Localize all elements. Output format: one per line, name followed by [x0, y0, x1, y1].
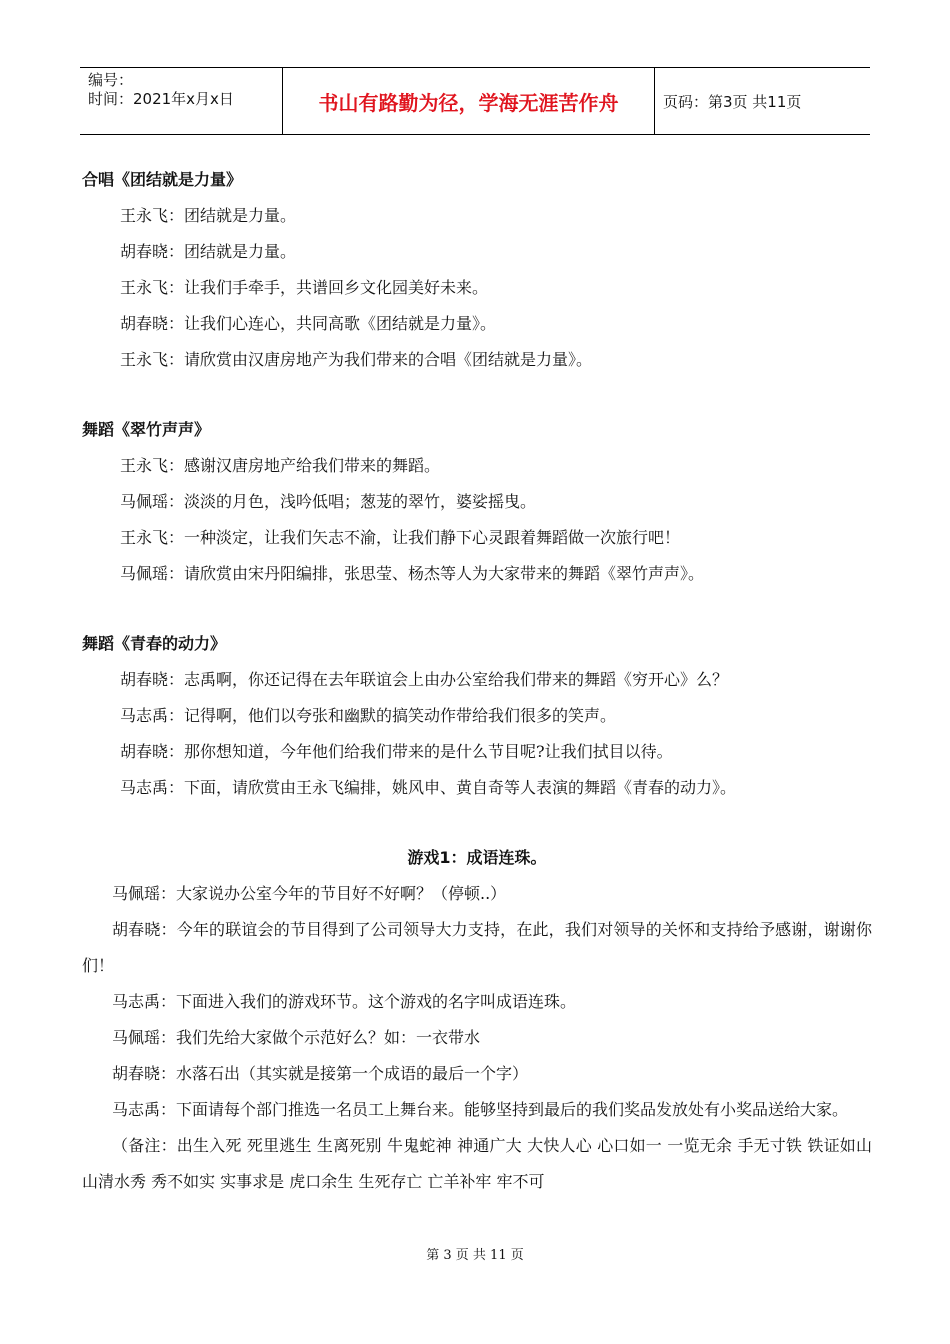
dialogue-line: 王永飞：让我们手牵手，共谱回乡文化园美好未来。 — [120, 278, 489, 297]
dialogue-line: 王永飞：请欣赏由汉唐房地产为我们带来的合唱《团结就是力量》。 — [120, 350, 593, 369]
dialogue-line: 王永飞：一种淡定，让我们矢志不渝，让我们静下心灵跟着舞蹈做一次旅行吧！ — [120, 528, 681, 547]
dialogue-line: 马志禹：记得啊，他们以夸张和幽默的搞笑动作带给我们很多的笑声。 — [120, 706, 617, 725]
header-left-cell — [80, 68, 283, 134]
section-title: 舞蹈《翠竹声声》 — [82, 420, 211, 439]
game-paragraph: 胡春晓：今年的联谊会的节目得到了公司领导大力支持，在此，我们对领导的关怀和支持给予感谢，谢谢你们！ — [82, 920, 872, 975]
header-page-info: 页码：第3页 共11页 — [663, 92, 802, 111]
section-dance-bamboo — [82, 412, 872, 592]
game-paragraph: （备注：出生入死 死里逃生 生离死别 牛鬼蛇神 神通广大 大快人心 心口如一 一览无余 手无寸铁 铁证如山 山清水秀 秀不如实 实事求是 虎口余生 生死存亡 亡羊补牢 牢不可 — [82, 1136, 872, 1191]
dialogue-line: 马佩瑶：淡淡的月色，浅吟低唱；葱茏的翠竹，婆娑摇曳。 — [120, 492, 537, 511]
time-label: 时间：2021年x月x日 — [88, 90, 234, 108]
game-paragraph: 马志禹：下面进入我们的游戏环节。这个游戏的名字叫成语连珠。 — [112, 992, 577, 1011]
dialogue-line: 胡春晓：让我们心连心，共同高歌《团结就是力量》。 — [120, 314, 497, 333]
game-title: 游戏1：成语连珠。 — [407, 848, 547, 867]
dialogue-line: 王永飞：感谢汉唐房地产给我们带来的舞蹈。 — [120, 456, 441, 475]
page-footer: 第 3 页 共 11 页 — [426, 1248, 524, 1263]
document-body — [82, 162, 872, 1200]
page-header — [80, 67, 870, 135]
dialogue-line: 胡春晓：志禹啊，你还记得在去年联谊会上由办公室给我们带来的舞蹈《穷开心》么？ — [120, 670, 729, 689]
header-motto: 书山有路勤为径，学海无涯苦作舟 — [283, 68, 655, 134]
dialogue-line: 胡春晓：团结就是力量。 — [120, 242, 297, 261]
dialogue-line: 马佩瑶：请欣赏由宋丹阳编排，张思莹、杨杰等人为大家带来的舞蹈《翠竹声声》。 — [120, 564, 705, 583]
game-paragraph: 胡春晓：水落石出（其实就是接第一个成语的最后一个字） — [112, 1064, 529, 1083]
game-paragraph: 马佩瑶：大家说办公室今年的节目好不好啊？（停顿..） — [112, 884, 507, 903]
section-chorus — [82, 162, 872, 378]
dialogue-line: 胡春晓：那你想知道，今年他们给我们带来的是什么节目呢?让我们拭目以待。 — [120, 742, 673, 761]
section-game — [82, 840, 872, 1200]
number-label: 编号： — [88, 71, 134, 89]
dialogue-line: 马志禹：下面，请欣赏由王永飞编排，姚风申、黄自奇等人表演的舞蹈《青春的动力》。 — [120, 778, 737, 797]
dialogue-line: 王永飞：团结就是力量。 — [120, 206, 297, 225]
game-paragraph: 马志禹：下面请每个部门推选一名员工上舞台来。能够坚持到最后的我们奖品发放处有小奖品送给大家。 — [112, 1100, 849, 1119]
game-paragraph: 马佩瑶：我们先给大家做个示范好么？如：一衣带水 — [112, 1028, 481, 1047]
section-dance-youth — [82, 626, 872, 806]
section-title: 舞蹈《青春的动力》 — [82, 634, 227, 653]
section-title: 合唱《团结就是力量》 — [82, 170, 243, 189]
